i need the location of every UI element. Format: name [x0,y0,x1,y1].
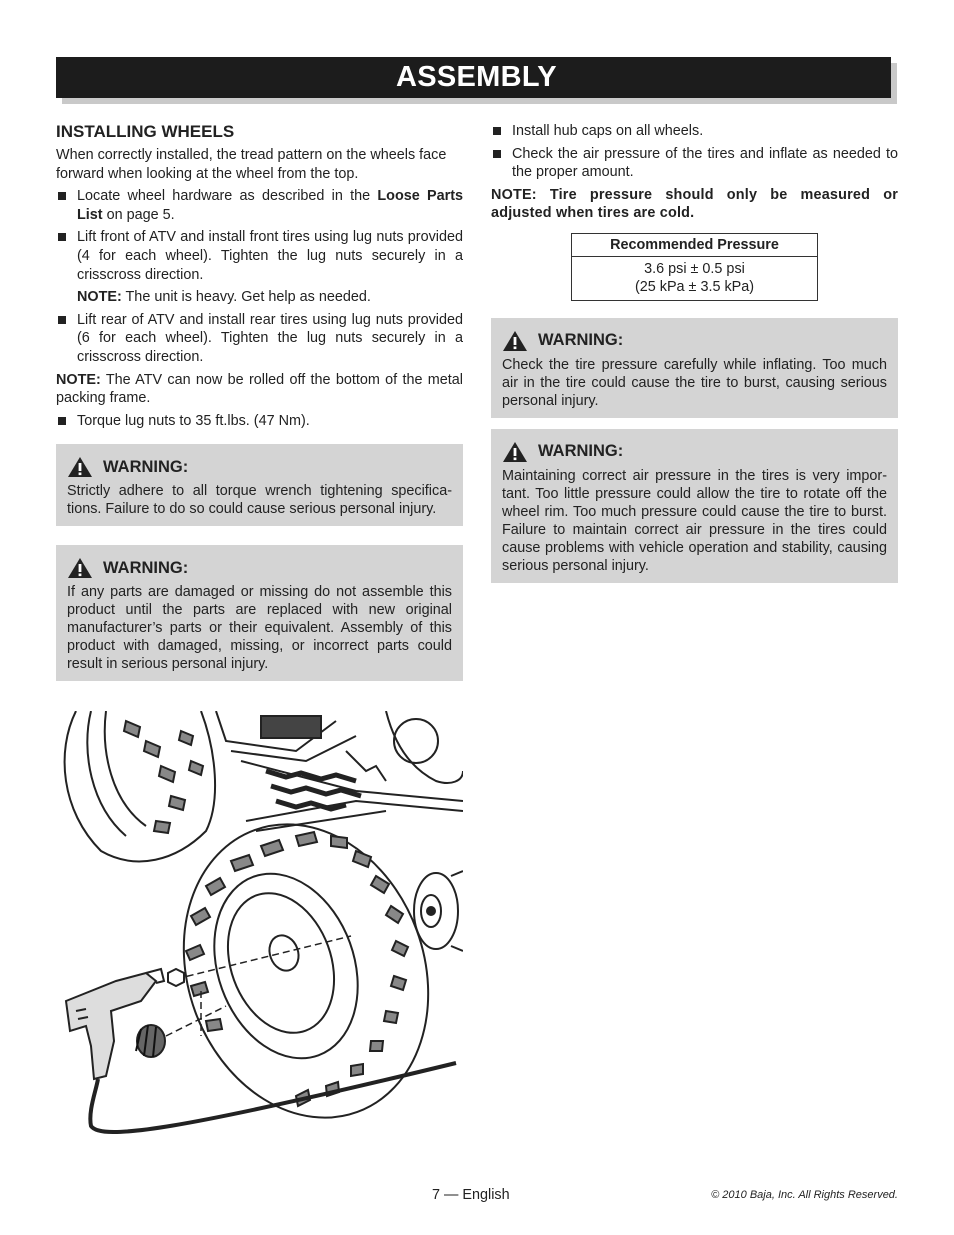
wheel-installation-illustration [56,711,463,1141]
pressure-table-header: Recommended Pressure [572,233,818,256]
list-item: Lift rear of ATV and install rear tires using lug nuts provided (6 for each wheel). Tighten the lug nuts securely in a crisscross direction. [56,311,463,367]
warning-title: WARNING: [103,457,189,476]
list-item: Lift front of ATV and install front tires using lug nuts provided (4 for each wheel). Tighten the lug nuts securely in a crisscross direction. [56,228,463,284]
warning-header [502,441,887,463]
header-banner [56,57,891,98]
instruction-list [491,122,898,182]
warning-text: Maintaining correct air pressure in the tires is very impor-tant. Too little pressure could allow the tire to rotate off the wheel rim. Too much pressure could cause the tire to burst. Failure to maintain correct air pressure in the tires could cause problems with vehicle operation and stability, causing serious personal injury. [502,467,887,574]
instruction-list [56,311,463,367]
rear-tire-illustration [65,711,215,861]
bullet-text: Locate wheel hardware as described in the [77,188,378,205]
list-item [56,187,463,224]
bullet-bold-text: Loose Parts List [77,188,464,223]
pressure-kpa: (25 kPa ± 3.5 kPa) [634,278,755,295]
warning-text: If any parts are damaged or missing do not assemble this product until the parts are replaced with new original manufacturer’s parts or their equivalent. Assembly of this product with damaged, missing, or incorrect parts could result in serious personal injury. [67,584,452,673]
warning-text: Check the tire pressure carefully while inflating. Too much air in the tire could cause the tire to burst, causing serious personal injury. [502,356,887,409]
pressure-table [571,233,818,301]
atv-frame-illustration [216,711,463,831]
section-title: INSTALLING WHEELS [56,122,235,141]
page-title: ASSEMBLY [396,61,557,93]
warning-title: WARNING: [538,442,624,461]
warning-triangle-icon [502,441,528,463]
note-heavy [56,288,463,307]
warning-box [56,545,463,681]
page-number: 7 — English [432,1187,510,1203]
warning-box [491,429,898,583]
list-item: Torque lug nuts to 35 ft.lbs. (47 Nm). [56,412,463,431]
warning-title: WARNING: [103,558,189,577]
hub-cap-illustration [136,1025,165,1057]
copyright: © 2010 Baja, Inc. All Rights Reserved. [711,1189,898,1201]
note-label: NOTE: [77,289,122,306]
warning-box [491,318,898,418]
warning-header [67,557,452,579]
warning-triangle-icon [67,456,93,478]
note-tire-pressure: NOTE: Tire pressure should only be measured or adjusted when tires are cold. [491,186,898,222]
list-item: Check the air pressure of the tires and inflate as needed to the proper amount. [491,145,898,182]
warning-title: WARNING: [538,331,624,350]
note-label: NOTE: [56,371,101,388]
warning-triangle-icon [502,330,528,352]
impact-wrench-illustration [66,969,456,1132]
bullet-text: on page 5. [102,206,175,223]
note-rolled-off [56,371,463,408]
note-text: The unit is heavy. Get help as needed. [121,289,371,306]
right-column [491,122,898,583]
pressure-table-cell [572,256,818,300]
warning-box [56,444,463,526]
warning-header [502,330,887,352]
instruction-list [56,187,463,284]
lug-nut-illustration [168,969,184,986]
intro-paragraph: When correctly installed, the tread pattern on the wheels face forward when looking at the wheel from the top. [56,147,447,182]
warning-triangle-icon [67,557,93,579]
note-text: The ATV can now be rolled off the bottom of the metal packing frame. [56,371,463,407]
list-item: Install hub caps on all wheels. [491,122,898,141]
left-column [56,122,463,681]
instruction-list [56,412,463,431]
warning-header [67,456,452,478]
wheel-hub-illustration [414,871,463,951]
pressure-psi: 3.6 psi ± 0.5 psi [644,260,745,277]
warning-text: Strictly adhere to all torque wrench tightening specifica-tions. Failure to do so could cause serious personal injury. [67,483,452,518]
